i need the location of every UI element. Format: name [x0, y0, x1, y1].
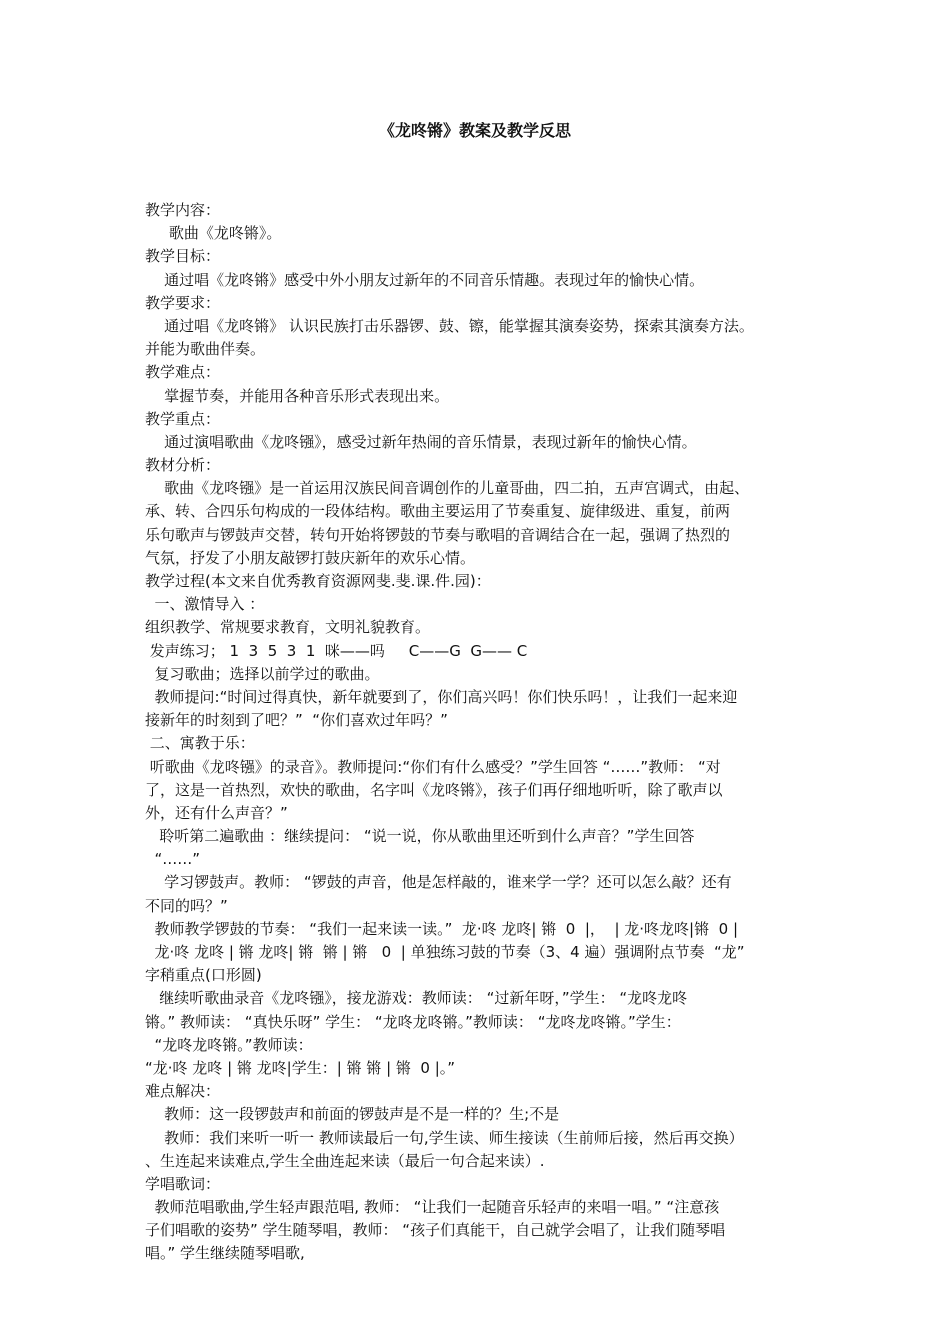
text-line: 教师教学锣鼓的节奏： “我们一起来读一读。” 龙·咚 龙咚| 锵 0 |， | 龙·咚龙咚|锵 0 | [145, 919, 738, 938]
text-line: 了，这是一首热烈，欢快的歌曲，名字叫《龙咚锵》，孩子们再仔细地听听，除了歌声以 [145, 780, 723, 799]
text-line: 教师：这一段锣鼓声和前面的锣鼓声是不是一样的？生;不是 [145, 1105, 560, 1124]
text-line: 龙·咚 龙咚 | 锵 龙咚| 锵 锵 | 锵 0 | 单独练习鼓的节奏（3、4 遍）强调附点节奏 “龙” [145, 943, 745, 961]
text-line: 不同的吗？” [145, 896, 228, 915]
text-line: 歌曲《龙咚镪》是一首运用汉族民间音调创作的儿童哥曲，四二拍，五声宫调式，由起、 [145, 479, 750, 498]
text-line: 教学重点： [145, 409, 221, 428]
document-body [145, 199, 813, 1266]
text-line: 教师提问:“时间过得真快，新年就要到了，你们高兴吗！你们快乐吗！，让我们一起来迎 [145, 687, 738, 706]
text-line: 组织教学、常规要求教育，文明礼貌教育。 [145, 618, 431, 637]
text-line: 通过演唱歌曲《龙咚镪》，感受过新年热闹的音乐情景，表现过新年的愉快心情。 [145, 432, 697, 451]
text-line: 教学内容： [145, 201, 221, 219]
text-line: 教材分析： [145, 456, 221, 475]
text-line: “龙·咚 龙咚 | 锵 龙咚|学生：| 锵 锵 | 锵 0 |。” [145, 1058, 456, 1077]
text-line: 气氛，抒发了小朋友敲锣打鼓庆新年的欢乐心情。 [145, 548, 476, 567]
text-line: 、生连起来读难点,学生全曲连起来读（最后一句合起来读）. [145, 1151, 545, 1170]
text-line: 接新年的时刻到了吧？” “你们喜欢过年吗？” [145, 711, 448, 730]
text-line: 学唱歌词： [145, 1174, 221, 1193]
text-line: 教学目标： [145, 247, 221, 266]
text-line: 掌握节奏，并能用各种音乐形式表现出来。 [145, 386, 450, 405]
text-line: 发声练习； 1 3 5 3 1 咪——吗 C——G G—— C [145, 641, 528, 660]
text-line: 教师：我们来听一听一 教师读最后一句,学生读、师生接读（生前师后接，然后再交换） [145, 1128, 744, 1147]
text-line: 外，还有什么声音？” [145, 803, 288, 822]
text-line: 一、激情导入 ： [145, 595, 265, 614]
text-line: 难点解决： [145, 1082, 221, 1101]
text-line: 子们唱歌的姿势” 学生随琴唱，教师： “孩子们真能干，自己就学会唱了，让我们随琴唱 [145, 1221, 726, 1240]
text-line: 教学难点： [145, 363, 221, 382]
text-line: 教师范唱歌曲,学生轻声跟范唱, 教师： “让我们一起随音乐轻声的来唱一唱。” “注意孩 [145, 1198, 720, 1217]
text-line: 教学要求： [145, 293, 221, 312]
text-line: 继续听歌曲录音《龙咚镪》，接龙游戏：教师读： “过新年呀，”学生： “龙咚龙咚 [145, 989, 688, 1008]
text-line: 通过唱《龙咚锵》感受中外小朋友过新年的不同音乐情趣。表现过年的愉快心情。 [145, 270, 705, 289]
text-line: 听歌曲《龙咚镪》的录音》。教师提问:“你们有什么感受？”学生回答 “……”教师： “对 [145, 757, 721, 776]
text-line: 复习歌曲；选择以前学过的歌曲。 [145, 664, 380, 683]
text-line: 学习锣鼓声。教师： “锣鼓的声音，他是怎样敲的，谁来学一学？还可以怎么敲？还有 [145, 873, 732, 892]
text-line: 唱。” 学生继续随琴唱歌, [145, 1244, 305, 1263]
text-line: 乐句歌声与锣鼓声交替，转句开始将锣鼓的节奏与歌唱的音调结合在一起，强调了热烈的 [145, 525, 731, 544]
text-line: 通过唱《龙咚锵》 认识民族打击乐器锣、鼓、镲，能掌握其演奏姿势，探索其演奏方法。 [145, 316, 754, 335]
text-line: 教学过程(本文来自优秀教育资源网斐.斐.课.件.园)： [145, 572, 491, 590]
text-line: “……” [145, 850, 201, 869]
text-line: 聆听第二遍歌曲 ：继续提问： “说一说，你从歌曲里还听到什么声音？”学生回答 [145, 827, 695, 846]
document-title: 《龙咚锵》教案及教学反思 [378, 121, 571, 140]
text-line: 字稍重点(口形圆) [145, 966, 262, 985]
text-line: 并能为歌曲伴奏。 [145, 340, 266, 359]
text-line: 二、寓教于乐： [145, 734, 255, 753]
text-line: 锵。” 教师读： “真快乐呀” 学生： “龙咚龙咚锵。”教师读： “龙咚龙咚锵。”学生： [145, 1012, 681, 1031]
text-line: 承、转、合四乐句构成的一段体结构。歌曲主要运用了节奏重复、旋律级进、重复，前两 [145, 502, 731, 521]
text-line: “龙咚龙咚锵。”教师读： [145, 1035, 313, 1054]
text-line: 歌曲《龙咚锵》。 [145, 224, 282, 243]
